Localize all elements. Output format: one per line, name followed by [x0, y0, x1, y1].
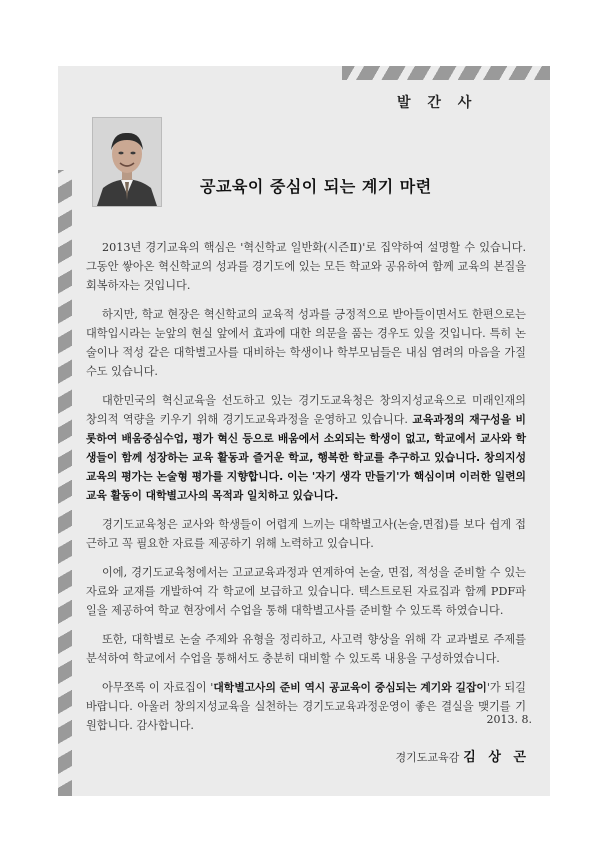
- body-text: [86, 238, 526, 745]
- left-stripe-decoration: [58, 170, 72, 796]
- paragraph-4: [86, 515, 526, 553]
- main-title: 공교육이 중심이 되는 계기 마련: [200, 177, 432, 196]
- paragraph-7-text-after: '가 되길 바랍니다. 아울러 창의지성교육을 실천하는 경기도교육과정운영이 좋은 결실을 맺기를 기원합니다. 감사합니다.: [86, 681, 526, 732]
- paragraph-3: [86, 391, 526, 505]
- paragraph-1: [86, 238, 526, 295]
- paragraph-7-text-before: 아무쪼록 이 자료집이 ': [102, 681, 214, 694]
- signature: [380, 746, 530, 765]
- author-photo: [92, 117, 162, 207]
- paragraph-3-bold: 교육과정의 재구성을 비롯하여 배움중심수업, 평가 혁신 등으로 배움에서 소외되는 학생이 없고, 학교에서 교사와 학생들이 함께 성장하는 교육 활동과 즐거운 학교, 행복한 학교를 추구하고 있습니다. 창의지성교육의 평가는 논술형 평가를 지향합니다. 이는 '자기 생각 만들기'가 핵심이며 이러한 일련의 교육 활동이 대학별고사의 목적과 일치하고 있습니다.: [86, 413, 526, 502]
- date: 2013. 8.: [486, 713, 532, 726]
- top-stripe-decoration: [342, 66, 550, 80]
- paragraph-7-bold: 대학별고사의 준비 역시 공교육이 중심되는 계기와 길잡이: [213, 681, 487, 694]
- signature-org: 경기도교육감: [395, 751, 460, 764]
- paragraph-2: [86, 305, 526, 381]
- paragraph-5-text: 이에, 경기도교육청에서는 고교교육과정과 연계하여 논술, 면접, 적성을 준비할 수 있는 자료와 교재를 개발하여 각 학교에 보급하고 있습니다. 텍스트로된 자료집과 함께 PDF파일을 제공하여 학교 현장에서 수업을 통해 대학별고사를 준비할 수 있도록 하였습니다.: [86, 566, 526, 617]
- paragraph-1-text: 2013년 경기교육의 핵심은 '혁신학교 일반화(시즌Ⅱ)'로 집약하여 설명할 수 있습니다. 그동안 쌓아온 혁신학교의 성과를 경기도에 있는 모든 학교와 공유하여 함께 교육의 본질을 회복하자는 것입니다.: [86, 241, 526, 292]
- paragraph-5: [86, 563, 526, 620]
- paragraph-6-text: 또한, 대학별로 논술 주제와 유형을 정리하고, 사고력 향상을 위해 각 교과별로 주제를 분석하여 학교에서 수업을 통해서도 충분히 대비할 수 있도록 내용을 구성하였습니다.: [86, 633, 526, 665]
- signature-name: 김 상 곤: [463, 750, 530, 765]
- paragraph-2-text: 하지만, 학교 현장은 혁신학교의 교육적 성과를 긍정적으로 받아들이면서도 한편으로는 대학입시라는 눈앞의 현실 앞에서 효과에 대한 의문을 품는 경우도 있을 것입니다. 특히 논술이나 적성 같은 대학별고사를 대비하는 학생이나 학부모님들은 내심 염려의 마음을 가질 수도 있습니다.: [86, 308, 526, 378]
- paragraph-6: [86, 630, 526, 668]
- portrait-image: [93, 118, 161, 206]
- paragraph-3-text: 대한민국의 혁신교육을 선도하고 있는 경기도교육청은 창의지성교육으로 미래인재의 창의적 역량을 키우기 위해 경기도교육과정을 운영하고 있습니다.: [86, 394, 526, 426]
- section-heading: 발 간 사: [397, 95, 478, 111]
- paragraph-7: [86, 678, 526, 735]
- paragraph-4-text: 경기도교육청은 교사와 학생들이 어렵게 느끼는 대학별고사(논술,면접)를 보다 쉽게 접근하고 꼭 필요한 자료를 제공하기 위해 노력하고 있습니다.: [86, 518, 526, 550]
